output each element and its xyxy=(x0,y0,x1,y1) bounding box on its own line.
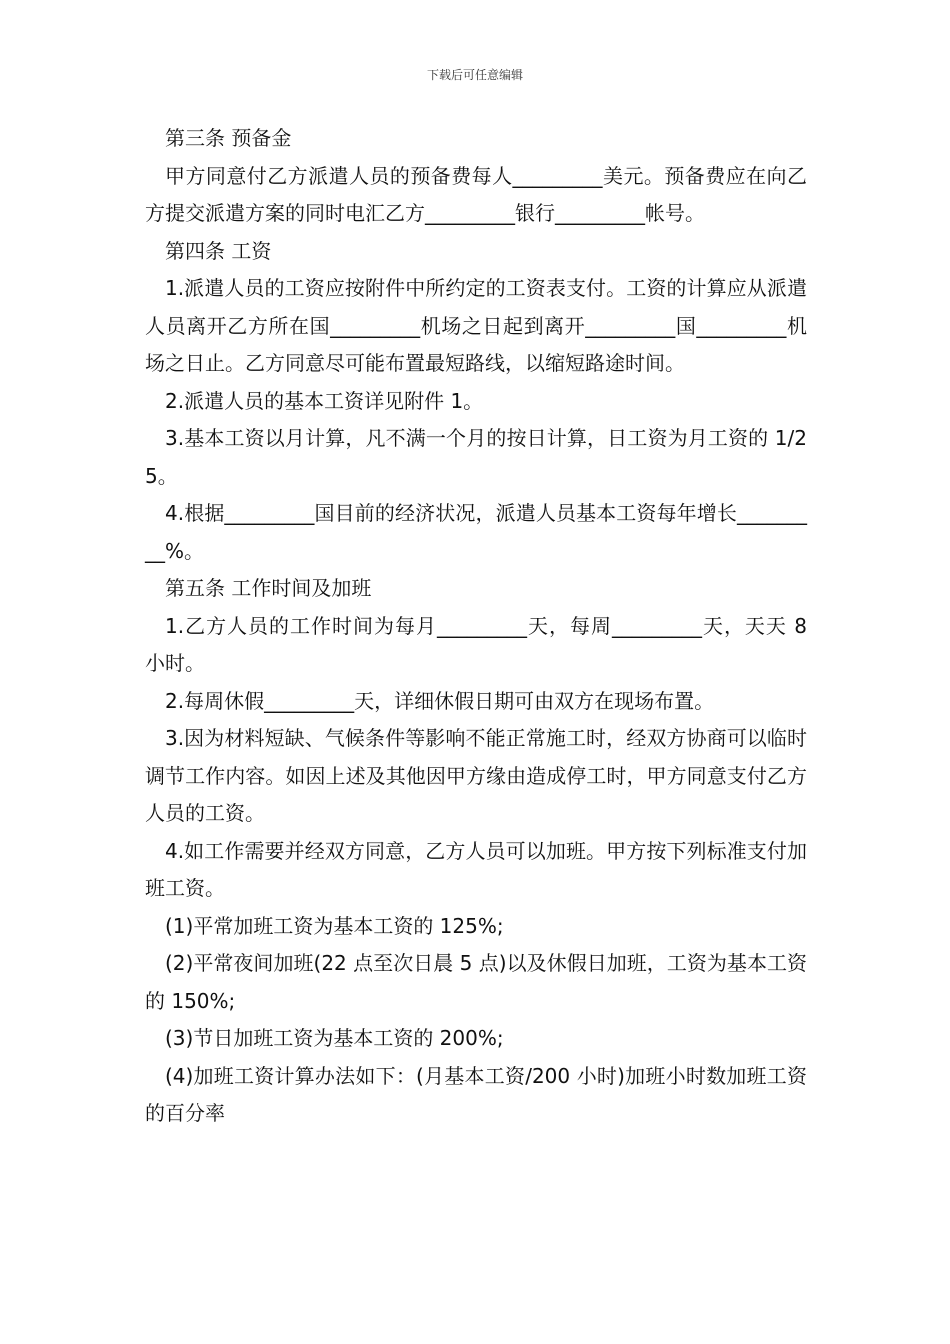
article-5-heading: 第五条 工作时间及加班 xyxy=(165,576,372,600)
overtime-rule-3: (3)节日加班工资为基本工资的 200%; xyxy=(165,1026,504,1050)
article-3-heading: 第三条 预备金 xyxy=(165,126,292,150)
document-body xyxy=(145,120,807,1133)
article-5-item-2: 2.每周休假_________天，详细休假日期可由双方在现场布置。 xyxy=(165,688,715,713)
article-5-item-3: 3.因为材料短缺、气候条件等影响不能正常施工时，经双方协商可以临时调节工作内容。如因上述及其他因甲方缘由造成停工时，甲方同意支付乙方人员的工资。 xyxy=(145,726,807,825)
article-5-item-4: 4.如工作需要并经双方同意，乙方人员可以加班。甲方按下列标准支付加班工资。 xyxy=(145,838,807,900)
article-4-item-3: 3.基本工资以月计算，凡不满一个月的按日计算，日工资为月工资的 1/25。 xyxy=(145,426,807,488)
article-4-item-4: 4.根据_________国目前的经济状况，派遣人员基本工资每年增长_________%。 xyxy=(145,501,807,563)
overtime-rule-2: (2)平常夜间加班(22 点至次日晨 5 点)以及休假日加班，工资为基本工资的 150%; xyxy=(145,951,807,1013)
overtime-rule-1: (1)平常加班工资为基本工资的 125%; xyxy=(165,913,504,938)
article-3-paragraph: 甲方同意付乙方派遣人员的预备费每人_________美元。预备费应在向乙方提交派遣方案的同时电汇乙方_________银行_________帐号。 xyxy=(145,163,807,225)
article-4-heading: 第四条 工资 xyxy=(165,238,272,263)
page-header: 下载后可任意编辑 xyxy=(426,68,523,82)
article-4-item-1: 1.派遣人员的工资应按附件中所约定的工资表支付。工资的计算应从派遣人员离开乙方所在国_________机场之日起到离开_________国_________机场之日止。乙方同意尽可能布置最短路线，以缩短路途时间。 xyxy=(145,276,807,375)
overtime-rule-4: (4)加班工资计算办法如下：(月基本工资/200 小时)加班小时数加班工资的百分率 xyxy=(145,1063,807,1125)
article-5-item-1: 1.乙方人员的工作时间为每月_________天，每周_________天，天天 8 小时。 xyxy=(145,613,807,675)
article-4-item-2: 2.派遣人员的基本工资详见附件 1。 xyxy=(165,388,484,413)
